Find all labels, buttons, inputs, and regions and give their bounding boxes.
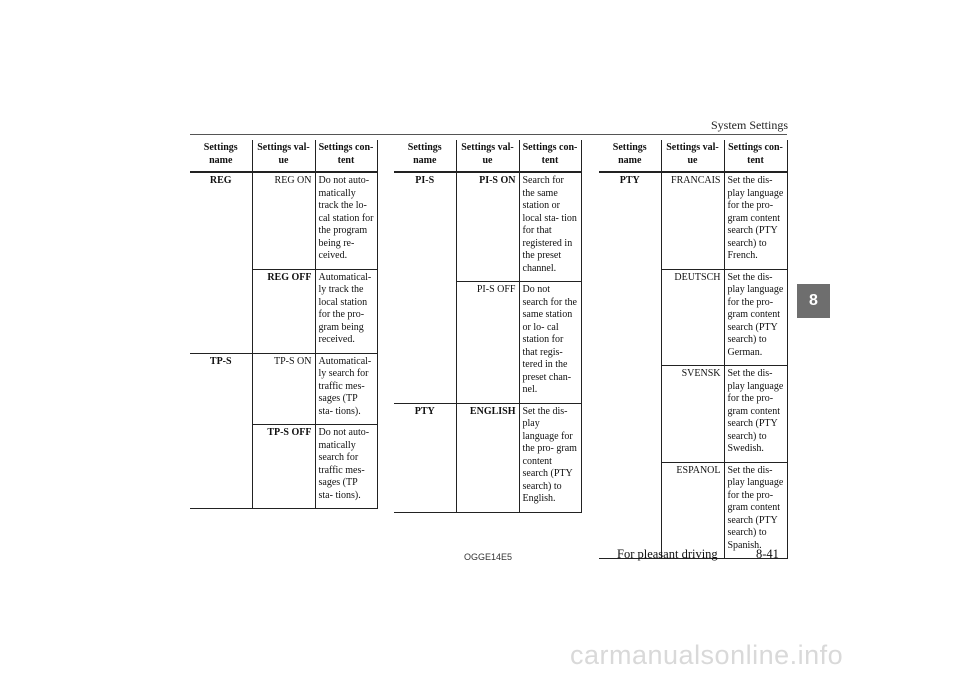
setting-value-cell: TP-S ON: [252, 353, 315, 425]
page-number: 8-41: [756, 547, 779, 561]
setting-content-cell: Search for the same station or local sta- tion for that registered in the preset channel.: [519, 172, 581, 282]
setting-content-cell: Automatical- ly track the local station for the pro- gram being received.: [315, 269, 377, 353]
setting-name-cell: TP-S: [190, 353, 252, 509]
setting-content-cell: Do not auto- matically search for traffic mes- sages (TP sta- tions).: [315, 425, 377, 509]
header-rule: [190, 134, 787, 135]
footer-chapter-title: For pleasant driving: [617, 547, 718, 561]
setting-name-cell: PI-S: [394, 172, 456, 403]
header-settings-content: Settings con- tent: [519, 140, 581, 172]
setting-value-cell: REG ON: [252, 172, 315, 269]
settings-table-2: [394, 140, 582, 513]
setting-content-cell: Set the dis- play language for the pro- gram content search (PTY search) to Swedish.: [724, 366, 787, 463]
header-settings-name: Settings name: [394, 140, 456, 172]
table-row: [394, 172, 581, 282]
table-row: [190, 172, 377, 269]
header-settings-content: Settings con- tent: [724, 140, 787, 172]
setting-content-cell: Set the dis- play language for the pro- gram content search (PTY search) to English.: [519, 403, 581, 512]
setting-content-cell: Set the dis- play language for the pro- gram content search (PTY search) to French.: [724, 172, 787, 269]
setting-value-cell: FRANCAIS: [661, 172, 724, 269]
setting-name-cell: REG: [190, 172, 252, 353]
watermark-text: carmanualsonline.info: [570, 640, 844, 670]
setting-value-cell: ENGLISH: [456, 403, 519, 512]
setting-content-cell: Do not auto- matically track the lo- cal station for the program being re- ceived.: [315, 172, 377, 269]
setting-value-cell: TP-S OFF: [252, 425, 315, 509]
setting-content-cell: Automatical- ly search for traffic mes- sages (TP sta- tions).: [315, 353, 377, 425]
settings-table-3: [599, 140, 788, 559]
settings-table-1: [190, 140, 378, 509]
setting-content-cell: Set the dis- play language for the pro- gram content search (PTY search) to Spanish.: [724, 462, 787, 559]
section-title: System Settings: [710, 118, 788, 132]
table-row: [394, 403, 581, 512]
table-row: [599, 172, 787, 269]
setting-value-cell: REG OFF: [252, 269, 315, 353]
header-settings-value: Settings val- ue: [661, 140, 724, 172]
document-code: OGGE14E5: [464, 552, 513, 562]
header-settings-name: Settings name: [599, 140, 661, 172]
header-settings-content: Settings con- tent: [315, 140, 377, 172]
setting-value-cell: SVENSK: [661, 366, 724, 463]
chapter-tab[interactable]: 8: [797, 284, 830, 318]
setting-content-cell: Set the dis- play language for the pro- gram content search (PTY search) to German.: [724, 269, 787, 366]
setting-name-cell: PTY: [394, 403, 456, 512]
setting-name-cell: PTY: [599, 172, 661, 559]
header-settings-value: Settings val- ue: [456, 140, 519, 172]
setting-value-cell: PI-S ON: [456, 172, 519, 282]
setting-value-cell: PI-S OFF: [456, 282, 519, 404]
header-settings-name: Settings name: [190, 140, 252, 172]
setting-value-cell: ESPANOL: [661, 462, 724, 559]
header-settings-value: Settings val- ue: [252, 140, 315, 172]
setting-value-cell: DEUTSCH: [661, 269, 724, 366]
table-row: [190, 353, 377, 425]
setting-content-cell: Do not search for the same station or lo- cal station for that regis- tered in the preset chan- nel.: [519, 282, 581, 404]
